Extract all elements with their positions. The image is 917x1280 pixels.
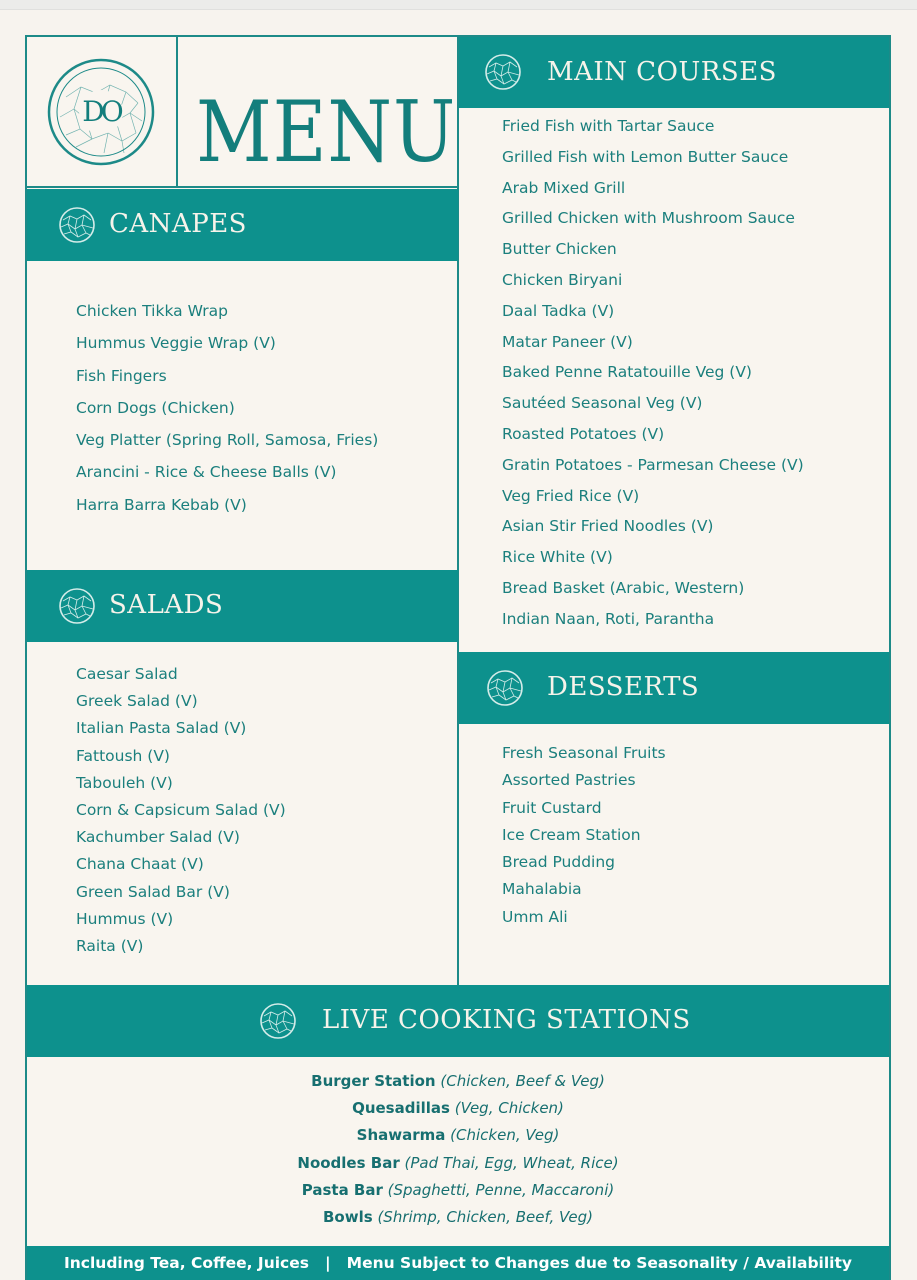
emblem-icon (58, 587, 96, 625)
menu-item: Fattoush (V) (76, 746, 170, 765)
section-title-main-courses: MAIN COURSES (547, 57, 777, 87)
emblem-icon (259, 1002, 297, 1040)
menu-item: Assorted Pastries (502, 771, 636, 790)
station-detail: (Shrimp, Chicken, Beef, Veg) (377, 1207, 593, 1226)
menu-item: Bread Basket (Arabic, Western) (502, 578, 745, 597)
section-header-live-cooking (27, 985, 889, 1057)
footer-separator: | (324, 1254, 331, 1272)
top-border (0, 0, 917, 10)
station-name: Shawarma (356, 1126, 446, 1145)
section-header-canapes (27, 189, 458, 261)
live-cooking-list (27, 1070, 889, 1233)
menu-item: Gratin Potatoes - Parmesan Cheese (V) (502, 455, 804, 474)
menu-item: Chana Chaat (V) (76, 855, 204, 874)
menu-item: Sautéed Seasonal Veg (V) (502, 394, 703, 413)
menu-item: Veg Platter (Spring Roll, Samosa, Fries) (76, 431, 379, 450)
menu-item: Arancini - Rice & Cheese Balls (V) (76, 463, 337, 482)
menu-item: Roasted Potatoes (V) (502, 424, 665, 443)
logo (46, 57, 156, 167)
menu-item: Baked Penne Ratatouille Veg (V) (502, 363, 752, 382)
menu-item: Raita (V) (76, 936, 144, 955)
menu-item: Ice Cream Station (502, 825, 641, 844)
menu-item: Arab Mixed Grill (502, 178, 626, 197)
divider-logo-title (176, 37, 178, 188)
menu-item: Rice White (V) (502, 548, 613, 567)
salads-list (76, 665, 286, 964)
menu-item: Corn Dogs (Chicken) (76, 398, 235, 417)
station-detail: (Veg, Chicken) (454, 1099, 564, 1118)
menu-item: Grilled Chicken with Mushroom Sauce (502, 209, 795, 228)
menu-item: Matar Paneer (V) (502, 332, 633, 351)
section-header-main-courses (459, 37, 889, 108)
menu-item: Chicken Biryani (502, 270, 623, 289)
station-row (27, 1124, 889, 1151)
menu-item: Fried Fish with Tartar Sauce (502, 117, 715, 135)
footer-bar (27, 1246, 889, 1280)
menu-item: Mahalabia (502, 880, 582, 899)
menu-item: Kachumber Salad (V) (76, 828, 240, 847)
menu-item: Umm Ali (502, 907, 568, 926)
section-header-salads (27, 570, 458, 642)
menu-item: Veg Fried Rice (V) (502, 486, 640, 505)
menu-item: Harra Barra Kebab (V) (76, 495, 247, 514)
section-title-desserts: DESSERTS (547, 672, 700, 702)
main-courses-list (502, 117, 804, 641)
menu-item: Fresh Seasonal Fruits (502, 744, 666, 762)
menu-item: Asian Stir Fried Noodles (V) (502, 517, 714, 536)
menu-item: Chicken Tikka Wrap (76, 302, 228, 320)
divider-header-bottom (27, 186, 458, 188)
menu-item: Italian Pasta Salad (V) (76, 719, 247, 738)
menu-item: Butter Chicken (502, 240, 617, 259)
station-row (27, 1097, 889, 1124)
station-row (27, 1152, 889, 1179)
menu-item: Fruit Custard (502, 798, 602, 817)
station-detail: (Chicken, Veg) (450, 1126, 560, 1145)
station-name: Burger Station (311, 1072, 436, 1090)
divider-columns (457, 37, 459, 985)
station-detail: (Chicken, Beef & Veg) (440, 1072, 605, 1090)
emblem-icon (484, 53, 522, 91)
station-name: Pasta Bar (301, 1180, 383, 1199)
emblem-icon (486, 669, 524, 707)
desserts-list (502, 744, 666, 935)
station-row (27, 1070, 889, 1097)
station-detail: (Pad Thai, Egg, Wheat, Rice) (404, 1153, 619, 1172)
station-row (27, 1179, 889, 1206)
station-row (27, 1206, 889, 1233)
menu-item: Daal Tadka (V) (502, 301, 615, 320)
menu-item: Green Salad Bar (V) (76, 882, 230, 901)
menu-item: Indian Naan, Roti, Parantha (502, 609, 715, 628)
menu-item: Fish Fingers (76, 366, 167, 385)
menu-item: Tabouleh (V) (76, 773, 173, 792)
menu-item: Bread Pudding (502, 853, 616, 872)
section-title-salads: SALADS (109, 590, 224, 620)
menu-item: Hummus Veggie Wrap (V) (76, 334, 276, 353)
menu-item: Hummus (V) (76, 909, 174, 928)
menu-item: Caesar Salad (76, 665, 178, 683)
station-name: Quesadillas (352, 1099, 450, 1118)
station-name: Bowls (323, 1207, 373, 1226)
canapes-list (76, 302, 378, 528)
menu-item: Greek Salad (V) (76, 692, 198, 711)
menu-item: Corn & Capsicum Salad (V) (76, 800, 286, 819)
section-title-canapes: CANAPES (109, 209, 247, 239)
menu-item: Grilled Fish with Lemon Butter Sauce (502, 147, 789, 166)
section-header-desserts (459, 652, 889, 724)
station-name: Noodles Bar (297, 1153, 400, 1172)
emblem-icon (58, 206, 96, 244)
footer-left-text: Including Tea, Coffee, Juices (64, 1254, 309, 1272)
page-title: MENU (196, 83, 457, 181)
station-detail: (Spaghetti, Penne, Maccaroni) (387, 1180, 615, 1199)
footer-right-text: Menu Subject to Changes due to Seasonality / Availability (346, 1254, 852, 1272)
logo-monogram: DO (82, 95, 120, 128)
section-title-live-cooking: LIVE COOKING STATIONS (322, 1005, 691, 1035)
